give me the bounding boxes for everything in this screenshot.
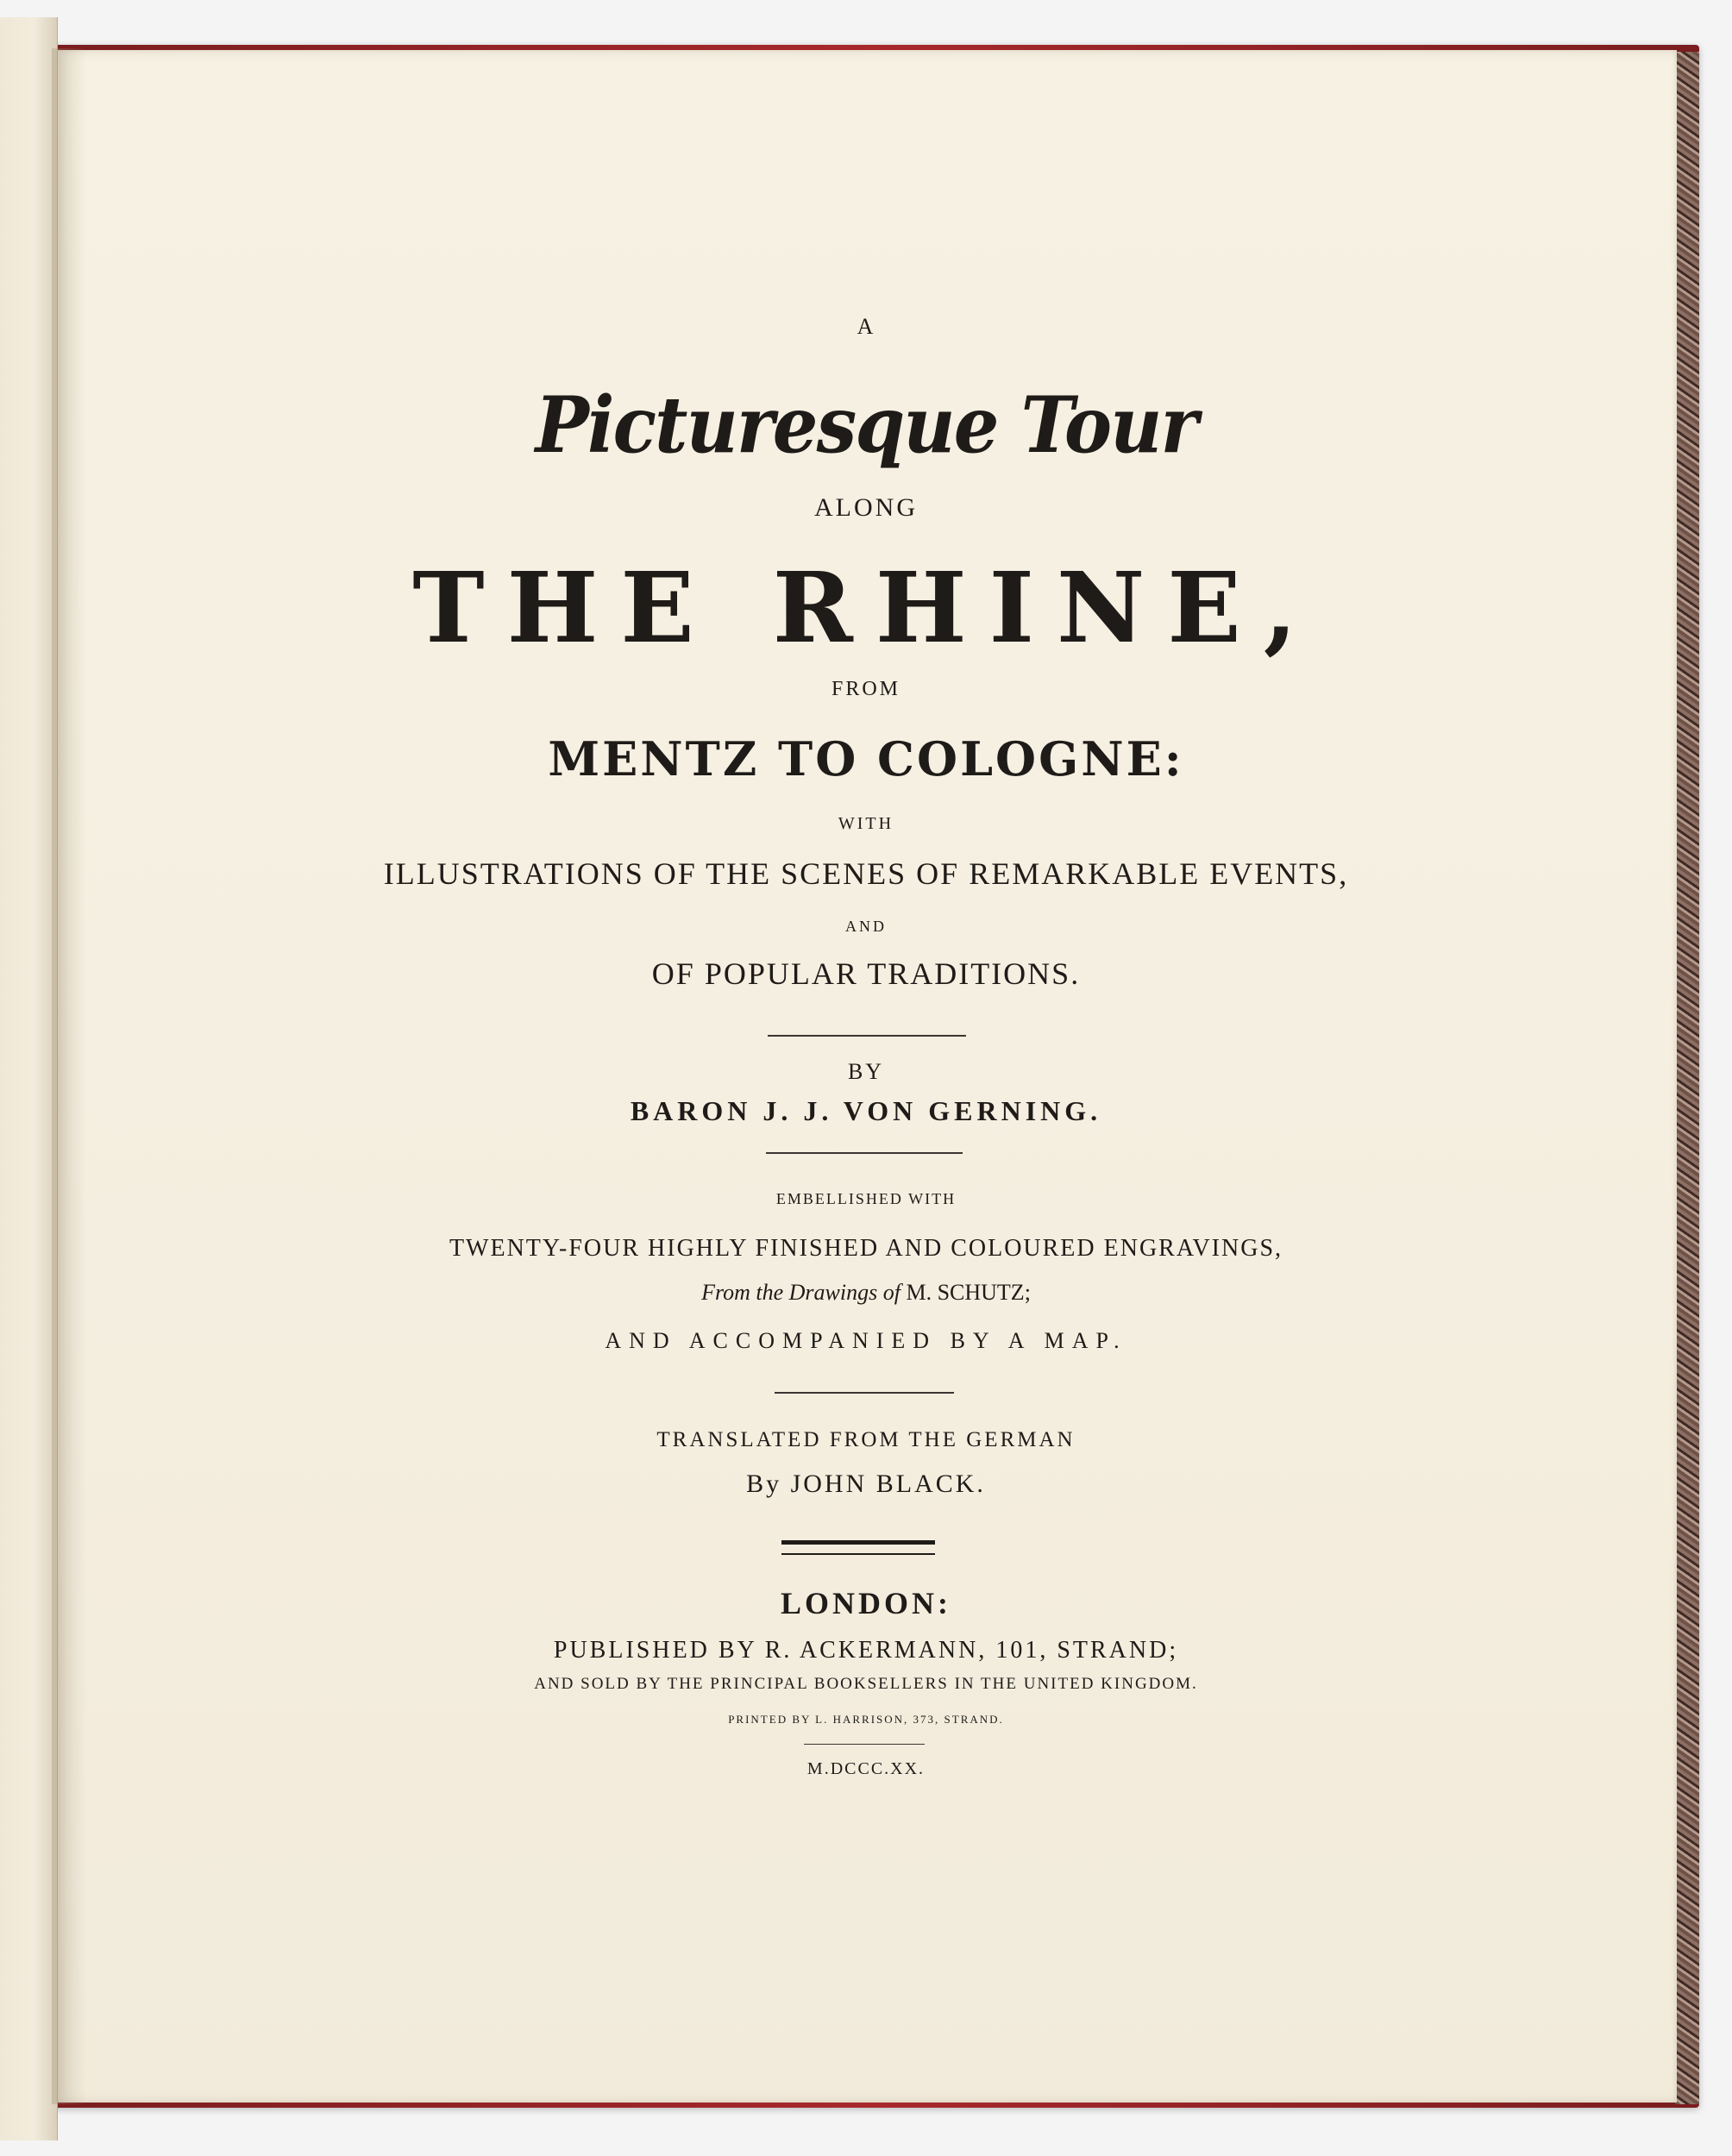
city-heading: LONDON: [781,1586,951,1620]
artist-name: M. SCHUTZ; [906,1280,1031,1305]
along-line: ALONG [814,493,918,522]
drawings-line [0,1280,1732,1306]
with-line: WITH [838,814,894,833]
printer-line: PRINTED BY L. HARRISON, 373, STRAND. [728,1713,1004,1726]
double-rule [781,1540,935,1555]
route-heading: MENTZ TO COLOGNE: [548,731,1184,787]
and-line: AND [845,918,887,935]
publisher-line: PUBLISHED BY R. ACKERMANN, 101, STRAND; [553,1637,1179,1664]
illustrations-line: ILLUSTRATIONS OF THE SCENES OF REMARKABLE EVENTS, [383,856,1349,891]
publication-year: M.DCCC.XX. [806,1759,926,1778]
sold-by-line: AND SOLD BY THE PRINCIPAL BOOKSELLERS IN THE UNITED KINGDOM. [534,1675,1198,1693]
divider-rule [766,1152,963,1154]
map-line: AND ACCOMPANIED BY A MAP. [605,1328,1127,1353]
the-rhine-heading: THE RHINE, [412,552,1320,665]
gothic-title: Picturesque Tour [535,379,1197,471]
divider-rule [775,1392,954,1394]
embellished-line: EMBELLISHED WITH [775,1190,957,1207]
article-a: A [857,314,875,339]
author-name: BARON J. J. VON GERNING. [630,1095,1102,1126]
divider-rule [804,1744,925,1745]
from-line: FROM [831,678,901,700]
drawings-prefix: From the Drawings of [701,1280,901,1305]
divider-rule [768,1035,966,1037]
traditions-line: OF POPULAR TRADITIONS. [651,956,1081,991]
engravings-line: TWENTY-FOUR HIGHLY FINISHED AND COLOURED ENGRAVINGS, [449,1235,1283,1262]
by-line: BY [847,1059,885,1084]
translated-line: TRANSLATED FROM THE GERMAN [656,1428,1076,1451]
translator-line: By JOHN BLACK. [746,1470,986,1498]
